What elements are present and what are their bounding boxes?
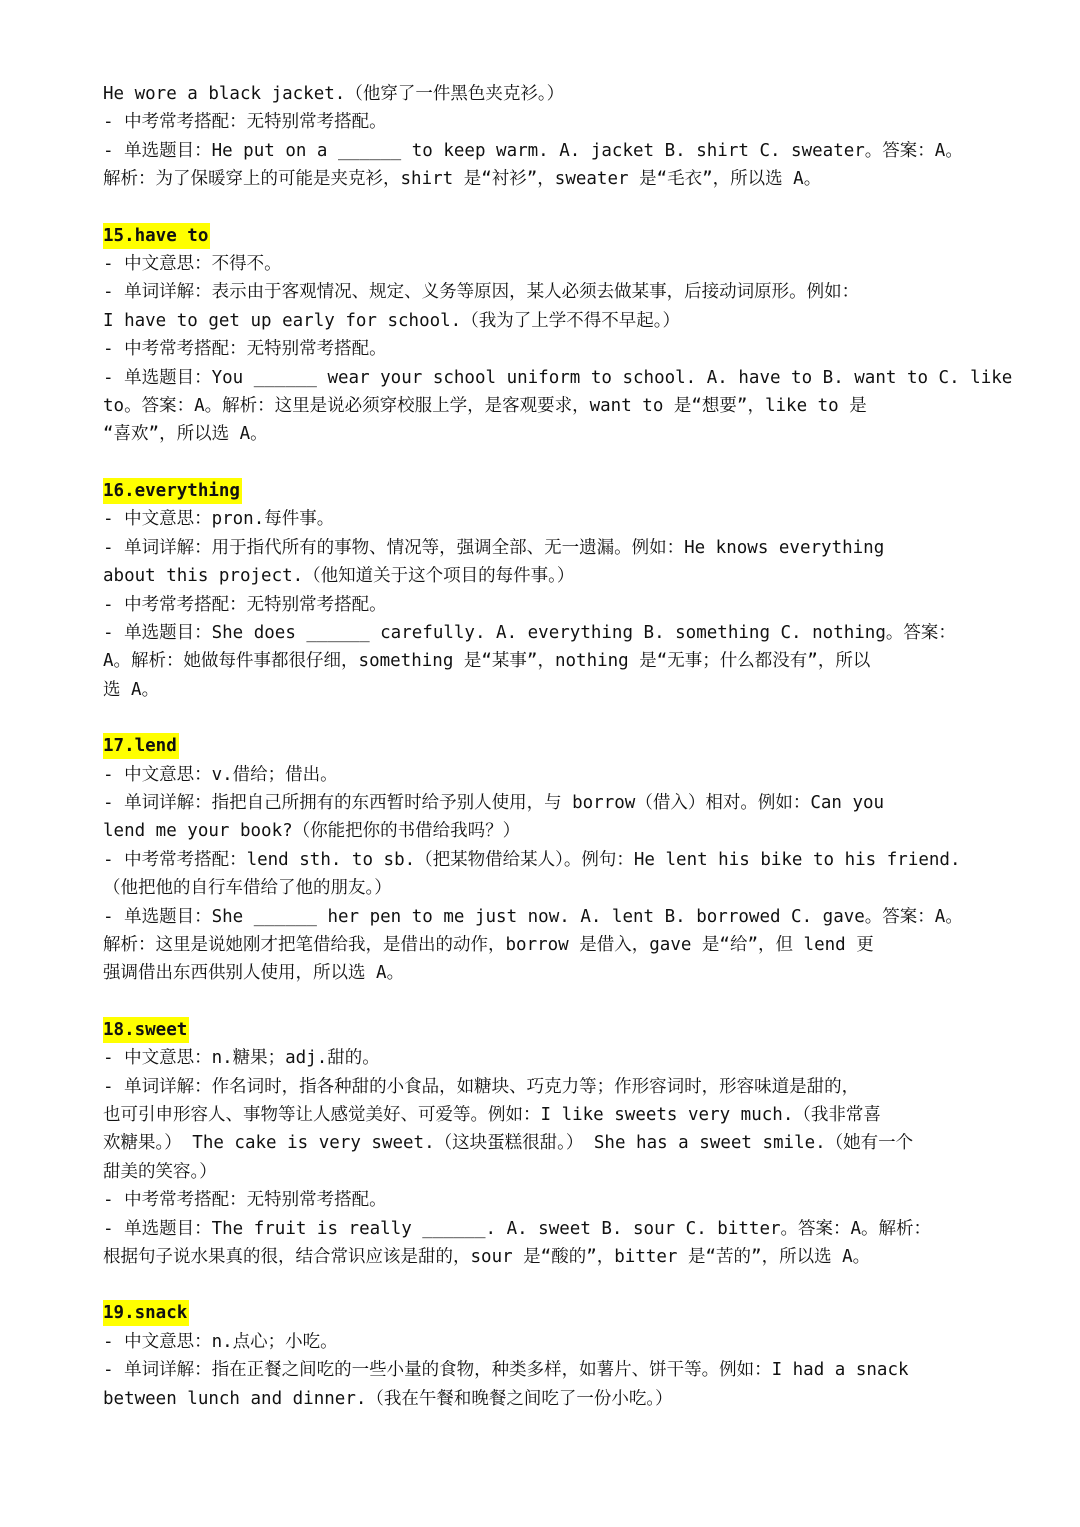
entry-text-line: 解析：这里是说她刚才把笔借给我，是借出的动作，borrow 是借入，gave 是“给”，但 lend 更 [103,934,874,955]
entry-text-line: - 中考常考搭配：无特别常考搭配。 [103,339,387,360]
entry-text-line: - 中文意思：n.点心；小吃。 [103,1331,338,1352]
entry-text-line: - 中文意思：n.糖果；adj.甜的。 [103,1048,380,1069]
entry-text-line: lend me your book?（你能把你的书借给我吗？） [103,821,521,842]
entry-text-line: - 单词详解：指在正餐之间吃的一些小量的食物，种类多样，如薯片、饼干等。例如：I had a snack [103,1360,909,1381]
entry-title: 19.snack [103,1300,189,1326]
vocabulary-entries [103,222,1017,1413]
entry-text-line: to。答案：A。解析：这里是说必须穿校服上学，是客观要求，want to 是“想要”，like to 是 [103,396,867,417]
entry-text-line: - 单选题目：She ______ her pen to me just now. A. lent B. borrowed C. gave。答案：A。 [103,906,963,927]
entry-text-line: （他把他的自行车借给了他的朋友。） [103,878,392,899]
intro-question-line-1: - 单选题目：He put on a ______ to keep warm. A. jacket B. shirt C. sweater。答案：A。 [103,140,963,161]
entry-text-line: - 中文意思：不得不。 [103,254,282,275]
vocabulary-entry [103,732,1017,988]
entry-text-line: 甜美的笑容。） [103,1161,217,1182]
entry-text-line: 也可引申形容人、事物等让人感觉美好、可爱等。例如：I like sweets very much.（我非常喜 [103,1105,881,1125]
entry-text-line: - 单选题目：She does ______ carefully. A. everything B. something C. nothing。答案： [103,622,956,643]
entry-text-line: between lunch and dinner.（我在午餐和晚餐之间吃了一份小吃。） [103,1388,673,1409]
entry-text-line: 强调借出东西供别人使用，所以选 A。 [103,963,405,984]
entry-text-line: I have to get up early for school.（我为了上学不得不早起。） [103,310,680,331]
entry-title-row [103,222,1017,250]
entry-text-line: 根据句子说水果真的很，结合常识应该是甜的，sour 是“酸的”，bitter 是“苦的”，所以选 A。 [103,1247,871,1268]
entry-title-row [103,732,1017,760]
entry-text-line: 欢糖果。） The cake is very sweet.（这块蛋糕很甜。） She has a sweet smile.（她有一个 [103,1133,914,1154]
entry-text-line: - 中考常考搭配：无特别常考搭配。 [103,594,387,615]
entry-text-line: - 中文意思：v.借给；借出。 [103,764,338,785]
entry-text-line: about this project.（他知道关于这个项目的每件事。） [103,566,575,587]
entry-title-row [103,477,1017,505]
entry-text-line: - 中文意思：pron.每件事。 [103,509,335,530]
entry-text-line: - 单词详解：指把自己所拥有的东西暂时给予别人使用，与 borrow（借入）相对。例如：Can you [103,792,885,813]
document-page [103,80,1017,1413]
entry-text-line: - 单选题目：The fruit is really ______. A. sweet B. sour C. bitter。答案：A。解析： [103,1218,932,1239]
entry-text-line: - 单词详解：作名词时，指各种甜的小食品，如糖块、巧克力等；作形容词时，形容味道是甜的， [103,1076,860,1097]
vocabulary-entry [103,1299,1017,1413]
entry-title-row [103,1299,1017,1327]
vocabulary-entry [103,477,1017,704]
entry-title: 17.lend [103,733,179,759]
entry-text-line: A。解析：她做每件事都很仔细，something 是“某事”，nothing 是“无事；什么都没有”，所以 [103,651,871,672]
entry-text-line: - 单选题目：You ______ wear your school uniform to school. A. have to B. want to C. like [103,367,1013,388]
entry-text-line: “喜欢”，所以选 A。 [103,424,268,445]
entry-text-line: - 单词详解：表示由于客观情况、规定、义务等原因，某人必须去做某事，后接动词原形。例如： [103,282,860,303]
vocabulary-entry [103,1016,1017,1272]
entry-title: 15.have to [103,223,210,249]
entry-text-line: - 中考常考搭配：lend sth. to sb.（把某物借给某人）。例句：He lent his bike to his friend. [103,849,961,870]
intro-question-line-2: 解析：为了保暖穿上的可能是夹克衫，shirt 是“衬衫”，sweater 是“毛衣”，所以选 A。 [103,169,822,190]
intro-example: He wore a black jacket.（他穿了一件黑色夹克衫。） [103,84,565,104]
vocabulary-entry [103,222,1017,449]
entry-text-line: 选 A。 [103,679,160,700]
entry-title-row [103,1016,1017,1044]
intro-collocation: - 中考常考搭配：无特别常考搭配。 [103,112,387,133]
entry-text-line: - 中考常考搭配：无特别常考搭配。 [103,1190,387,1211]
entry-text-line: - 单词详解：用于指代所有的事物、情况等，强调全部、无一遗漏。例如：He knows everything [103,537,885,558]
entry-title: 18.sweet [103,1017,189,1043]
entry-title: 16.everything [103,478,242,504]
